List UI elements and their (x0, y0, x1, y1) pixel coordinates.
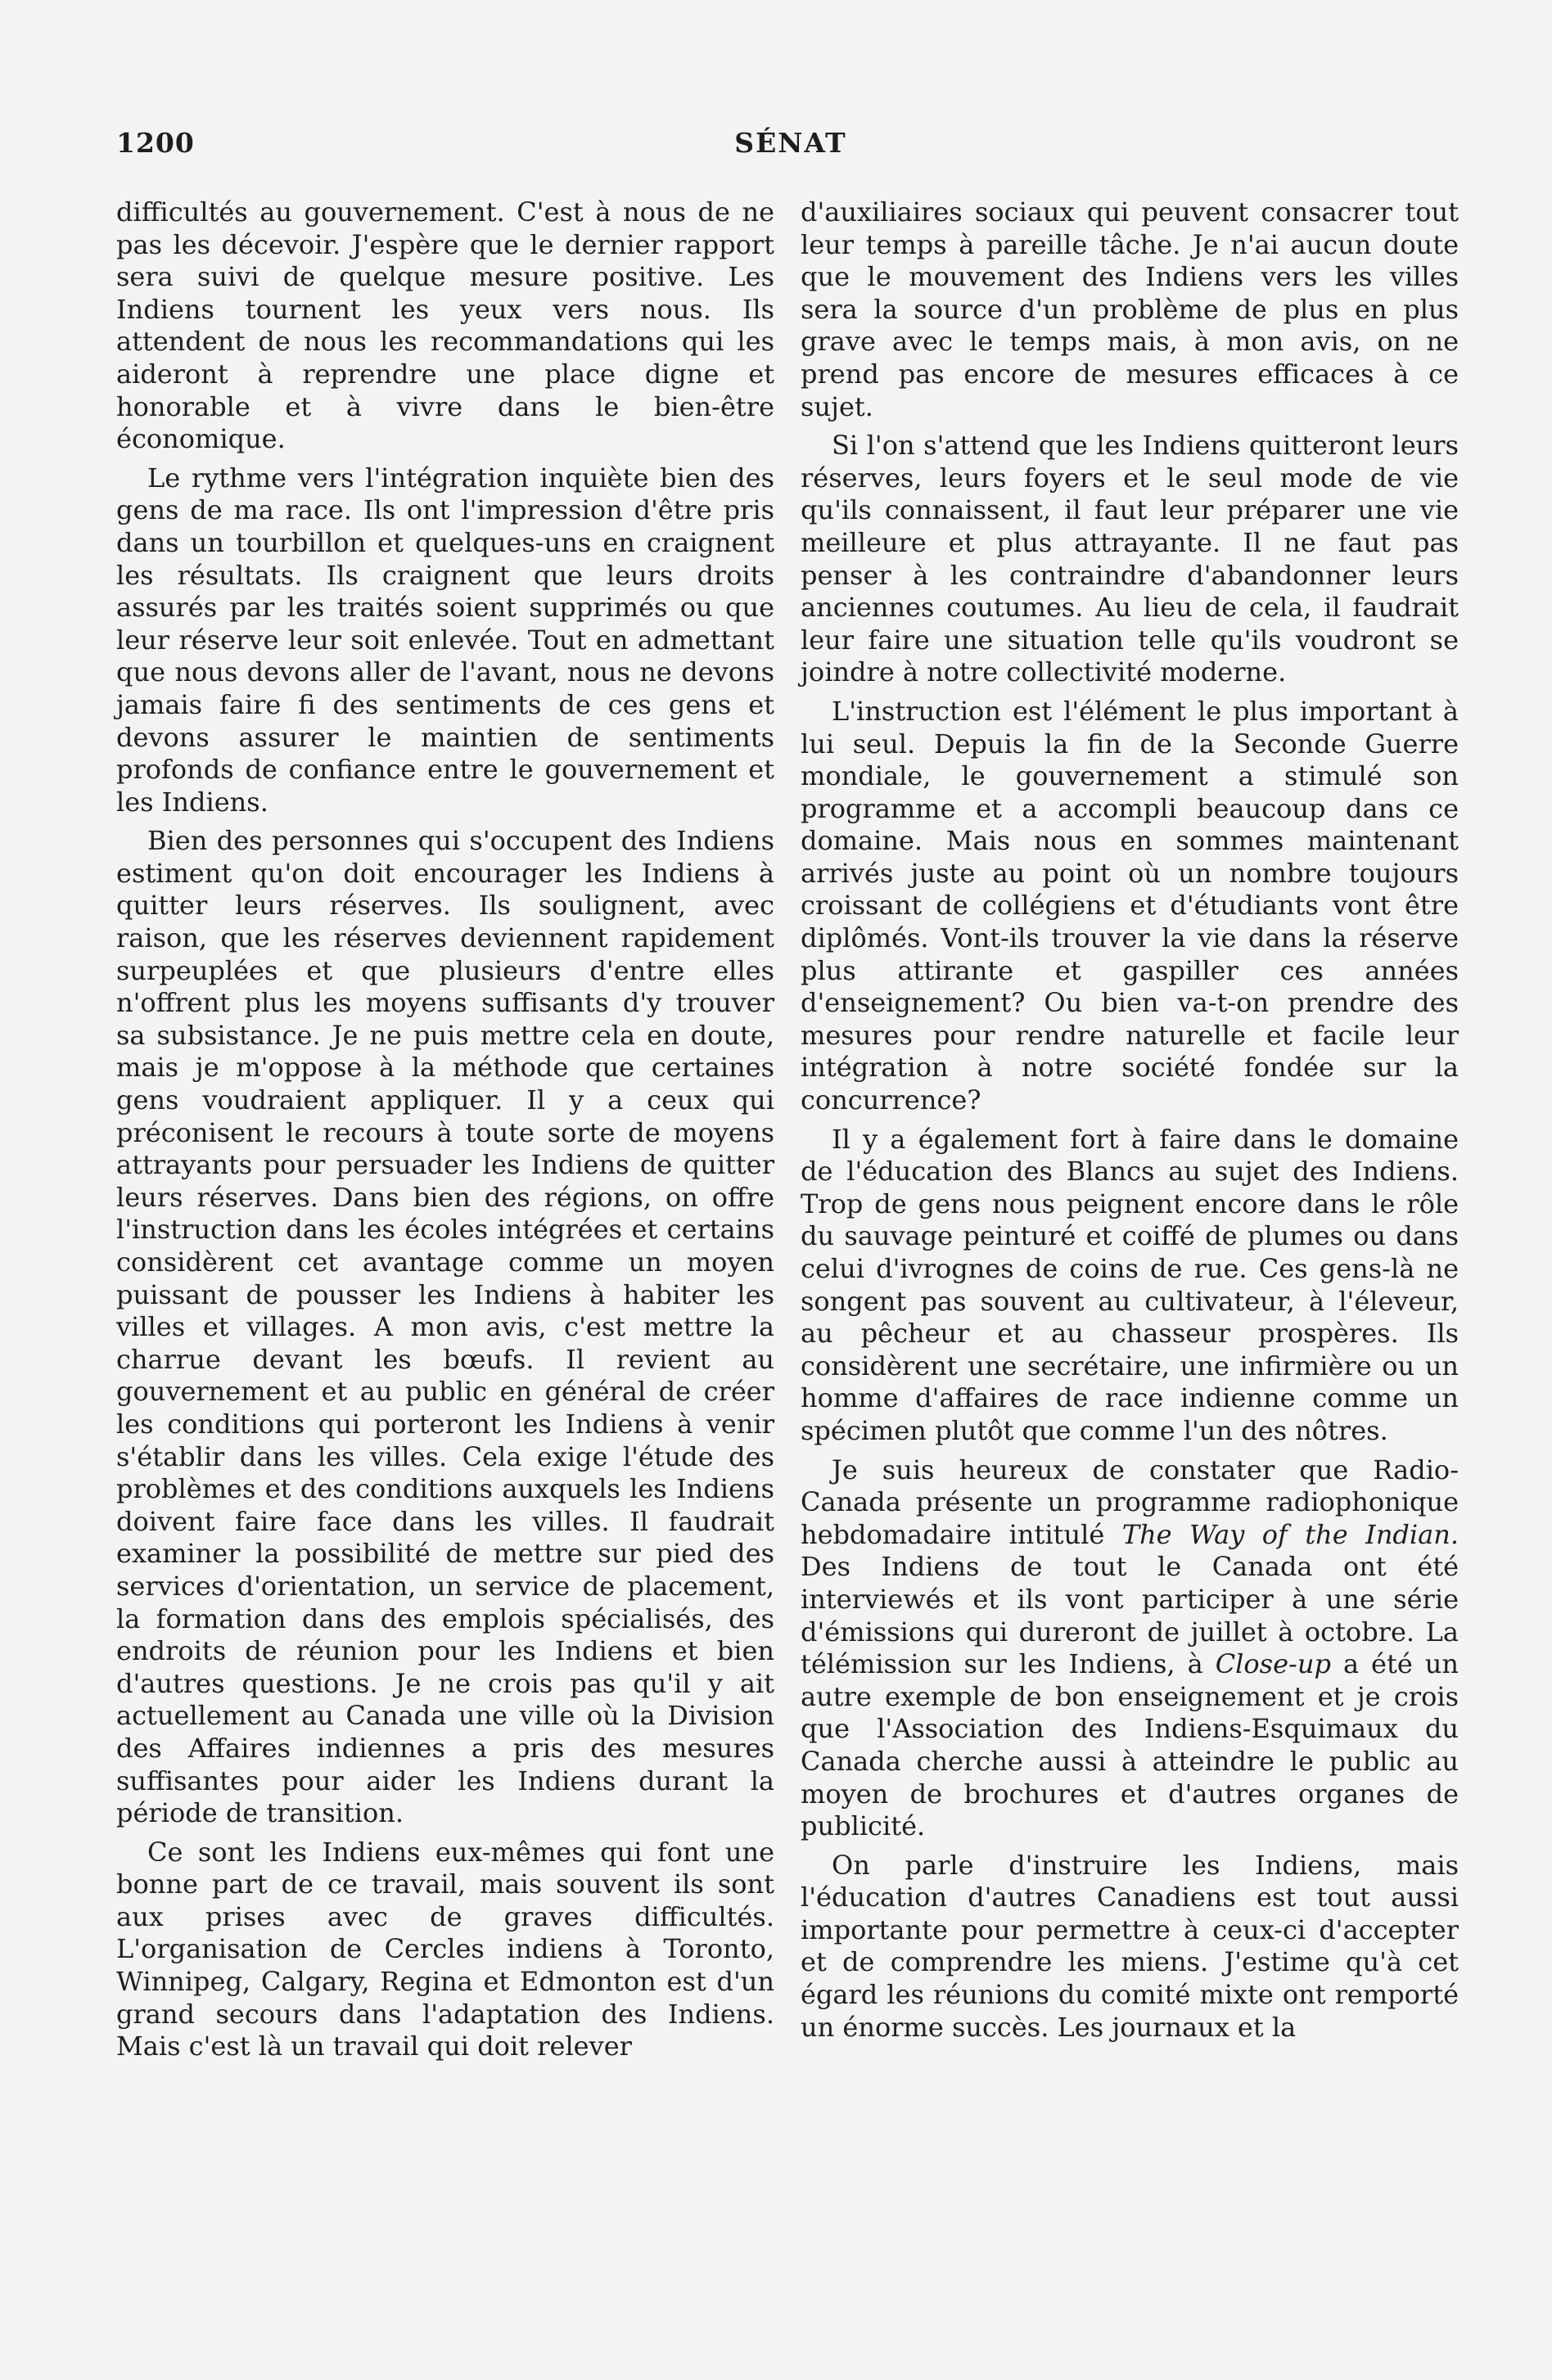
paragraph-text: Je suis heureux de constater que Radio-Canada présente un programme radiophonique hebdomadaire intitulé (801, 1454, 1459, 1550)
paragraph: Ce sont les Indiens eux-mêmes qui font une bonne part de ce travail, mais souvent ils sont aux prises avec de graves difficultés. L'organisation de Cercles indiens à Toronto, Winnipeg, Calgary, Regina et Edmonton est d'un grand secours dans l'adaptation des Indiens. Mais c'est là un travail qui doit relever (116, 1836, 774, 2062)
page-number: 1200 (116, 127, 195, 159)
paragraph: d'auxiliaires sociaux qui peuvent consacrer tout leur temps à pareille tâche. Je n'ai aucun doute que le mouvement des Indiens vers les villes sera la source d'un problème de plus en plus grave avec le temps mais, à mon avis, on ne prend pas encore de mesures efficaces à ce sujet. (801, 196, 1459, 422)
page-header (116, 127, 1465, 176)
paragraph-text: a été un autre exemple de bon enseignement et je crois que l'Association des Indiens-Esquimaux du Canada cherche aussi à atteindre le public au moyen de brochures et d'autres organes de publicité. (801, 1648, 1460, 1842)
paragraph: On parle d'instruire les Indiens, mais l'éducation d'autres Canadiens est tout aussi importante pour permettre à ceux-ci d'accepter et de comprendre les miens. J'estime qu'à cet égard les réunions du comité mixte ont remporté un énorme succès. Les journaux et la (801, 1849, 1459, 2043)
paragraph: Bien des personnes qui s'occupent des Indiens estiment qu'on doit encourager les Indiens à quitter leurs réserves. Ils soulignent, avec raison, que les réserves deviennent rapidement surpeuplées et que plusieurs d'entre elles n'offrent plus les moyens suffisants d'y trouver sa subsistance. Je ne puis mettre cela en doute, mais je m'oppose à la méthode que certaines gens voudraient appliquer. Il y a ceux qui préconisent le recours à toute sorte de moyens attrayants pour persuader les Indiens de quitter leurs réserves. Dans bien des régions, on offre l'instruction dans les écoles intégrées et certains considèrent cet avantage comme un moyen puissant de pousser les Indiens à habiter les villes et villages. A mon avis, c'est mettre la charrue devant les bœufs. Il revient au gouvernement et au public en général de créer les conditions qui porteront les Indiens à venir s'établir dans les villes. Cela exige l'étude des problèmes et des conditions auxquels les Indiens doivent faire face dans les villes. Il faudrait examiner la possibilité de mettre sur pied des services d'orientation, un service de placement, la formation dans des emplois spécialisés, des endroits de réunion pour les Indiens et bien d'autres questions. Je ne crois pas qu'il y ait actuellement au Canada une ville où la Division des Affaires indiennes a pris des mesures suffisantes pour aider les Indiens durant la période de transition. (116, 825, 774, 1829)
program-title: The Way of the Indian. (1121, 1518, 1460, 1550)
left-column (116, 196, 774, 2070)
paragraph: L'instruction est l'élément le plus important à lui seul. Depuis la fin de la Seconde Guerre mondiale, le gouvernement a stimulé son programme et a accompli beaucoup dans ce domaine. Mais nous en sommes maintenant arrivés juste au point où un nombre toujours croissant de collégiens et d'étudiants vont être diplômés. Vont-ils trouver la vie dans la réserve plus attirante et gaspiller ces années d'enseignement? Ou bien va-t-on prendre des mesures pour rendre naturelle et facile leur intégration à notre société fondée sur la concurrence? (801, 695, 1459, 1116)
paragraph: difficultés au gouvernement. C'est à nous de ne pas les décevoir. J'espère que le dernier rapport sera suivi de quelque mesure positive. Les Indiens tournent les yeux vers nous. Ils attendent de nous les recommandations qui les aideront à reprendre une place digne et honorable et à vivre dans le bien-être économique. (116, 196, 774, 455)
paragraph-text: Des Indiens de tout le Canada ont été interviewés et ils vont participer à une série d'émissions qui dureront de juillet à octobre. La télémission sur les Indiens, à (801, 1551, 1459, 1680)
paragraph (801, 1454, 1459, 1843)
paragraph: Si l'on s'attend que les Indiens quitteront leurs réserves, leurs foyers et le seul mode de vie qu'ils connaissent, il faut leur préparer une vie meilleure et plus attrayante. Il ne faut pas penser à les contraindre d'abandonner leurs anciennes coutumes. Au lieu de cela, il faudrait leur faire une situation telle qu'ils voudront se joindre à notre collectivité moderne. (801, 430, 1459, 688)
right-column (801, 196, 1459, 2050)
paragraph: Le rythme vers l'intégration inquiète bien des gens de ma race. Ils ont l'impression d'être pris dans un tourbillon et quelques-uns en craignent les résultats. Ils craignent que leurs droits assurés par les traités soient supprimés ou que leur réserve leur soit enlevée. Tout en admettant que nous devons aller de l'avant, nous ne devons jamais faire fi des sentiments de ces gens et devons assurer le maintien de sentiments profonds de confiance entre le gouvernement et les Indiens. (116, 462, 774, 818)
program-title: Close-up (1215, 1648, 1331, 1680)
running-head: SÉNAT (734, 127, 847, 159)
paragraph: Il y a également fort à faire dans le domaine de l'éducation des Blancs au sujet des Indiens. Trop de gens nous peignent encore dans le rôle du sauvage peinturé et coiffé de plumes ou dans celui d'ivrognes de coins de rue. Ces gens-là ne songent pas souvent au cultivateur, à l'éleveur, au pêcheur et au chasseur prospères. Ils considèrent une secrétaire, une infirmière ou un homme d'affaires de race indienne comme un spécimen plutôt que comme l'un des nôtres. (801, 1123, 1459, 1446)
